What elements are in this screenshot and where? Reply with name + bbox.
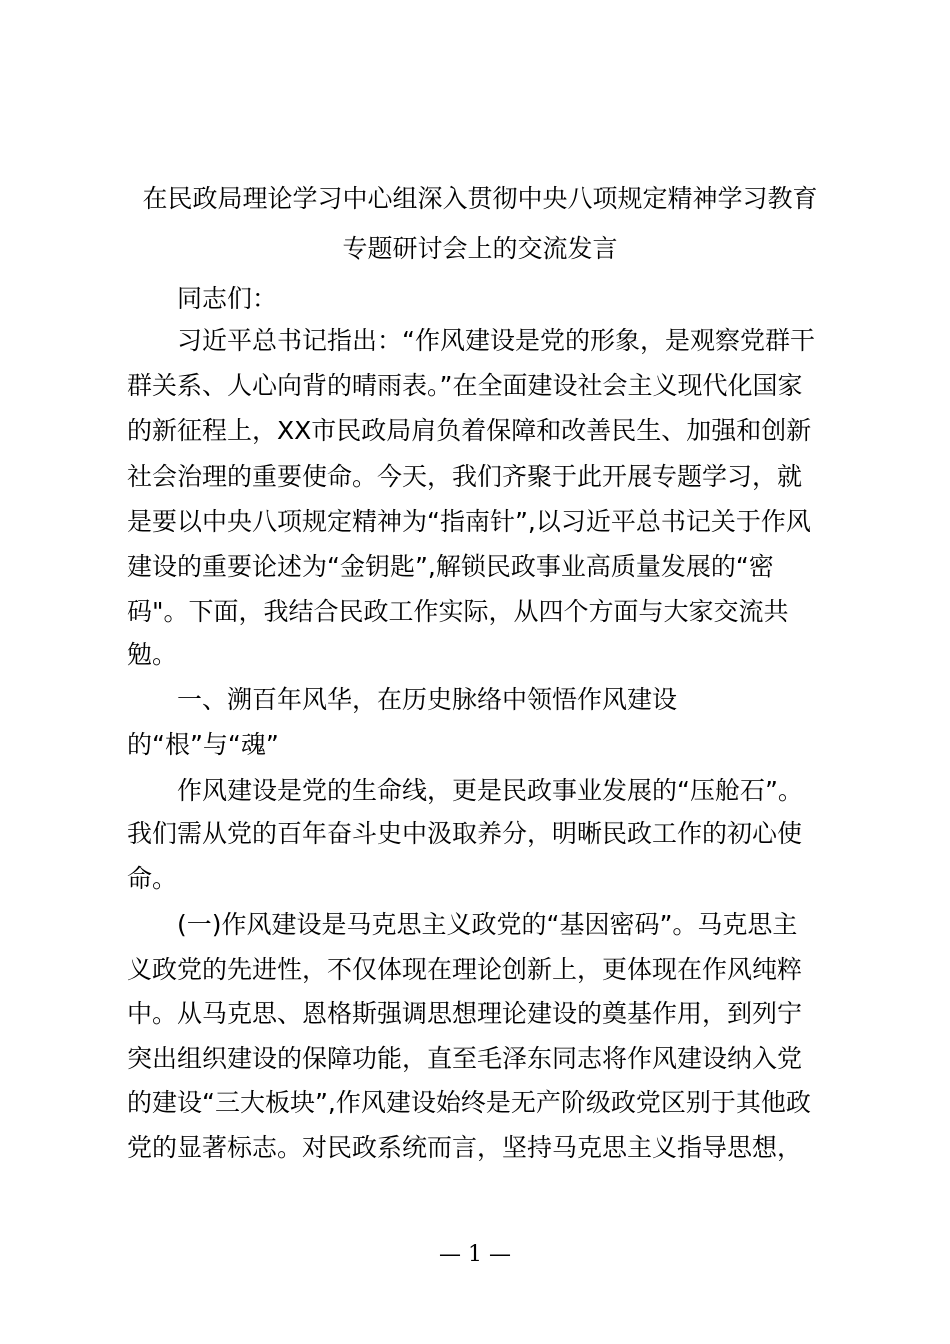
paragraph-1-line-8: 勉。 (127, 640, 178, 669)
paragraph-1-line-6: 建设的重要论述为“金钥匙”,解锁民政事业高质量发展的“密 (127, 552, 774, 581)
paragraph-1-line-2: 群关系、人心向背的晴雨表。”在全面建设社会主义现代化国家 (127, 371, 803, 400)
paragraph-1-line-3: 的新征程上，XX市民政局肩负着保障和改善民生、加强和创新 (127, 416, 812, 445)
document-title-line-2: 专题研讨会上的交流发言 (342, 234, 618, 263)
paragraph-1-line-1: 习近平总书记指出：“作风建设是党的形象，是观察党群干 (177, 326, 815, 355)
paragraph-2-line-2: 我们需从党的百年奋斗史中汲取养分，明晰民政工作的初心使 (127, 819, 803, 848)
paragraph-1-line-4: 社会治理的重要使命。今天，我们齐聚于此开展专题学习，就 (127, 462, 803, 491)
document-title-line-1: 在民政局理论学习中心组深入贯彻中央八项规定精神学习教育 (142, 184, 818, 213)
salutation: 同志们： (177, 284, 278, 313)
paragraph-3-line-3: 中。从马克思、恩格斯强调思想理论建设的奠基作用，到列宁 (127, 999, 803, 1028)
paragraph-2-line-3: 命。 (127, 864, 178, 893)
paragraph-3-line-2: 义政党的先进性，不仅体现在理论创新上，更体现在作风纯粹 (127, 955, 803, 984)
paragraph-1-line-5: 是要以中央八项规定精神为“指南针”,以习近平总书记关于作风 (127, 507, 811, 536)
paragraph-3-line-5: 的建设“三大板块”,作风建设始终是无产阶级政党区别于其他政 (127, 1088, 811, 1117)
paragraph-3-line-4: 突出组织建设的保障功能，直至毛泽东同志将作风建设纳入党 (127, 1044, 803, 1073)
section-heading-line-1: 一、溯百年风华，在历史脉络中领悟作风建设 (177, 685, 678, 714)
paragraph-3-line-1: (一)作风建设是马克思主义政党的“基因密码”。马克思主 (177, 910, 798, 939)
page-number: — 1 — (439, 1242, 511, 1267)
paragraph-2-line-1: 作风建设是党的生命线，更是民政事业发展的“压舱石”。 (177, 776, 803, 805)
paragraph-3-line-6: 党的显著标志。对民政系统而言，坚持马克思主义指导思想， (127, 1133, 803, 1162)
paragraph-1-line-7: 码"。下面，我结合民政工作实际，从四个方面与大家交流共 (127, 597, 789, 626)
section-heading-line-2: 的“根”与“魂” (127, 730, 279, 759)
